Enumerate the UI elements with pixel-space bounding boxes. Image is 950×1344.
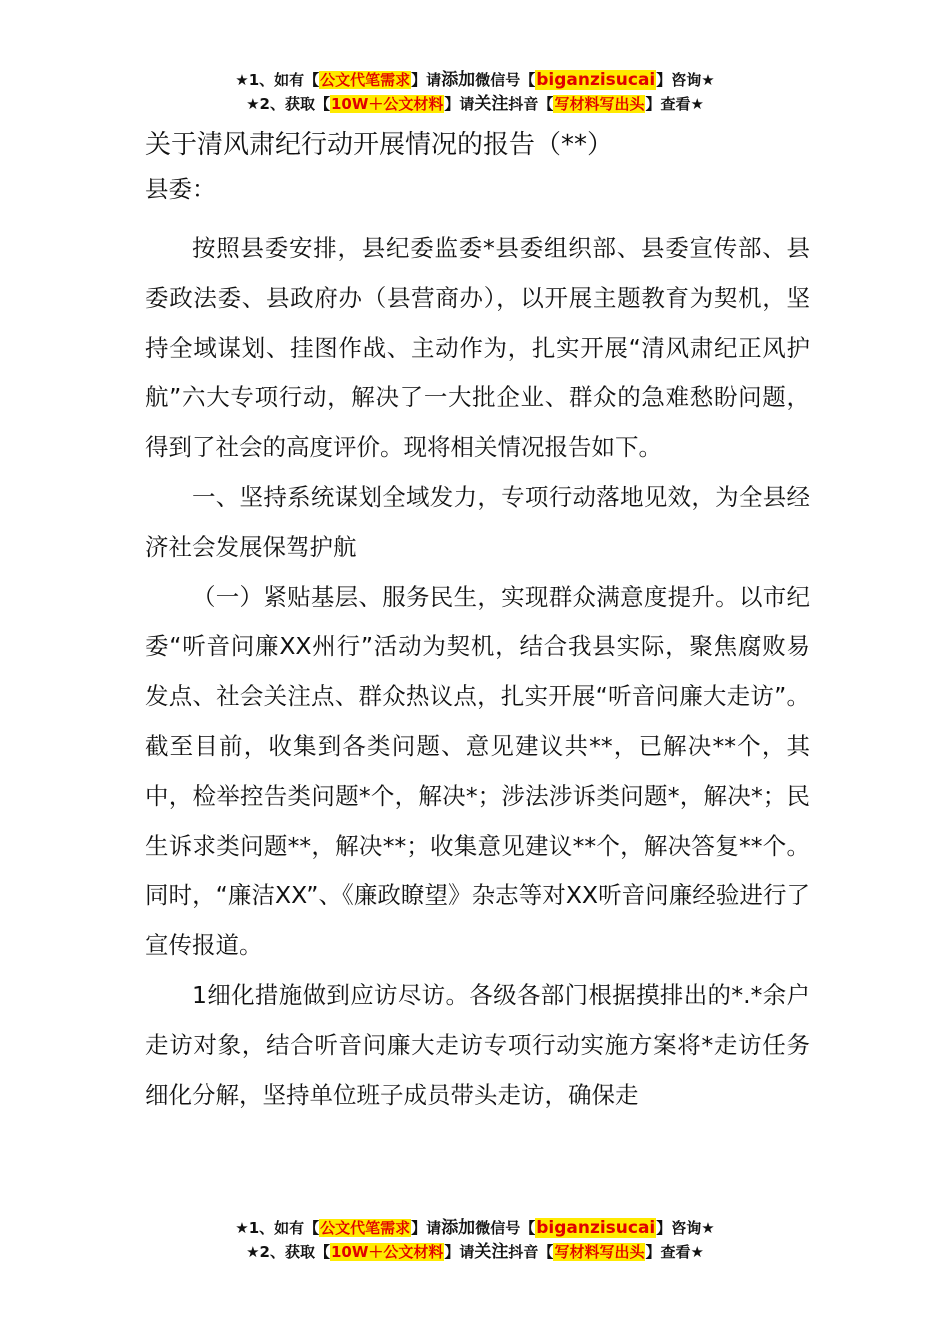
salutation: 县委： xyxy=(145,175,216,203)
promo-banner-top xyxy=(0,68,950,116)
section-heading-1: 一、坚持系统谋划全域发力，专项行动落地见效，为全县经济社会发展保驾护航 xyxy=(145,482,810,561)
promo-text: 】咨询★ xyxy=(656,1219,715,1237)
promo-emphasis: 关注 xyxy=(474,1242,509,1262)
promo-highlight: 公文代笔需求 xyxy=(320,71,411,89)
promo-banner-bottom xyxy=(0,1216,950,1264)
promo-emphasis: 添加 xyxy=(441,1218,476,1238)
paragraph-subsection-1: （一）紧贴基层、服务民生，实现群众满意度提升。以市纪委“听音问廉XX州行”活动为契机，结合我县实际，聚焦腐败易发点、社会关注点、群众热议点，扎实开展“听音问廉大走访”。截至目前，收集到各类问题、意见建议共**，已解决**个，其中，检举控告类问题*个，解决*；涉法涉诉类问题*，解决*；民生诉求类问题**，解决**；收集意见建议**个，解决答复**个。同时，“廉洁XX”、《廉政瞭望》杂志等对XX听音问廉经验进行了宣传报道。 xyxy=(145,582,810,960)
paragraph-intro: 按照县委安排，县纪委监委*县委组织部、县委宣传部、县委政法委、县政府办（县营商办），以开展主题教育为契机，坚持全域谋划、挂图作战、主动作为，扎实开展“清风肃纪正风护航”六大专项行动，解决了一大批企业、群众的急难愁盼问题，得到了社会的高度评价。现将相关情况报告如下。 xyxy=(145,234,810,462)
promo-text: 微信号【 xyxy=(475,1219,536,1237)
promo-text: ★1、如有【 xyxy=(235,71,320,89)
promo-text: 】请 xyxy=(444,1243,475,1261)
document-title: 关于清风肃纪行动开展情况的报告（**） xyxy=(145,130,614,160)
promo-text: ★1、如有【 xyxy=(235,1219,320,1237)
promo-text: 】查看★ xyxy=(645,1243,704,1261)
promo-highlight: 公文代笔需求 xyxy=(320,1219,411,1237)
promo-text: 】请 xyxy=(444,95,475,113)
promo-line-1 xyxy=(0,68,950,92)
promo-douyin-id: 写材料写出头 xyxy=(554,1243,645,1261)
promo-douyin-id: 写材料写出头 xyxy=(554,95,645,113)
promo-text: 】咨询★ xyxy=(656,71,715,89)
promo-emphasis: 关注 xyxy=(474,94,509,114)
promo-text: 微信号【 xyxy=(475,71,536,89)
promo-text: 抖音【 xyxy=(508,95,554,113)
promo-line-1 xyxy=(0,1216,950,1240)
promo-text: 】查看★ xyxy=(645,95,704,113)
promo-wechat-id: biganzisucai xyxy=(536,1218,656,1238)
promo-text: ★2、获取【 xyxy=(246,95,330,113)
promo-text: 】请 xyxy=(411,71,442,89)
promo-line-2 xyxy=(0,1240,950,1264)
promo-text: 抖音【 xyxy=(508,1243,554,1261)
paragraph-item-1: 1细化措施做到应访尽访。各级各部门根据摸排出的*.*余户走访对象，结合听音问廉大走访专项行动实施方案将*走访任务细化分解，坚持单位班子成员带头走访，确保走 xyxy=(145,980,810,1109)
promo-text: 】请 xyxy=(411,1219,442,1237)
document-body xyxy=(145,124,810,1120)
promo-text: ★2、获取【 xyxy=(246,1243,330,1261)
promo-highlight: 10W＋公文材料 xyxy=(330,95,444,113)
promo-line-2 xyxy=(0,92,950,116)
promo-wechat-id: biganzisucai xyxy=(536,70,656,90)
promo-highlight: 10W＋公文材料 xyxy=(330,1243,444,1261)
promo-emphasis: 添加 xyxy=(441,70,476,90)
